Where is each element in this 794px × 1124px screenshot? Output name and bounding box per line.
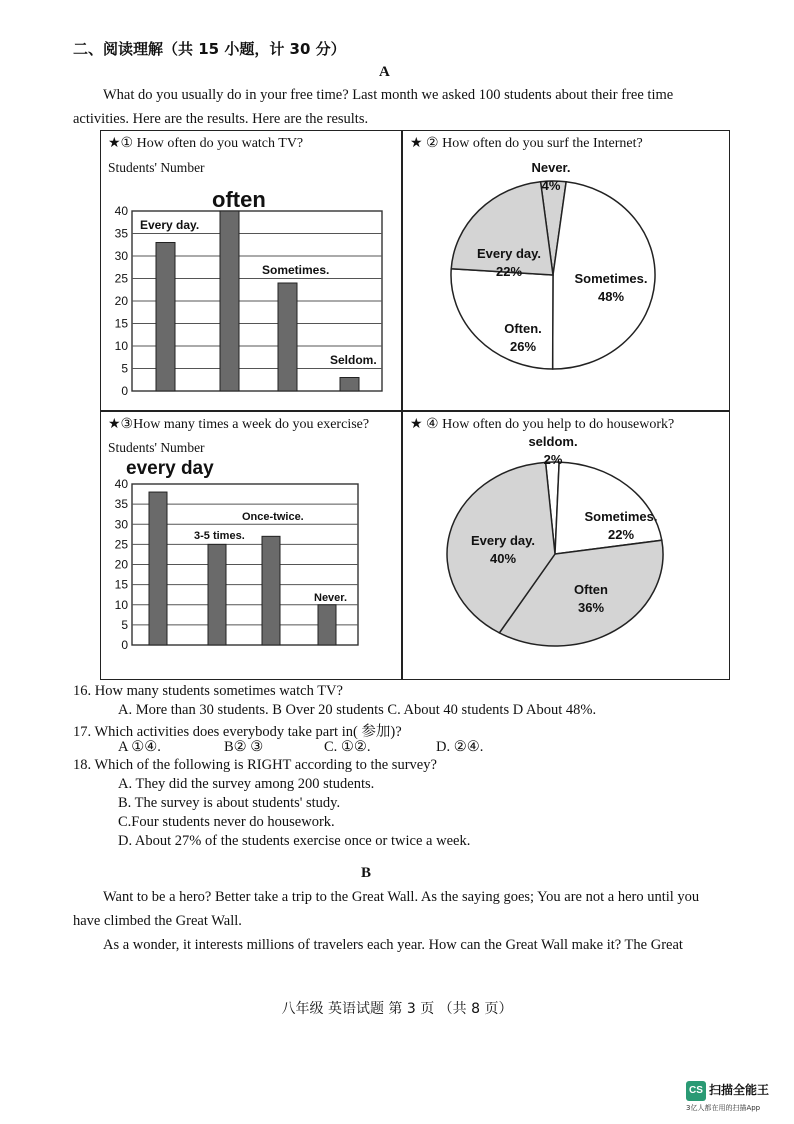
chart4-title: ★ ④ How often do you help to do housework? (410, 417, 675, 432)
chart3-y-ticks (115, 477, 129, 652)
q17-option-d: D. ②④. (436, 739, 484, 755)
q17-stem: 17. Which activities does everybody take part in( 参加)? (73, 724, 402, 740)
c1-bar-label-0: Every day. (140, 218, 200, 232)
c2-slice-2 (451, 269, 553, 369)
c1-bar-label-1: often (212, 187, 266, 212)
chart3-title: ★③How many times a week do you exercise? (108, 417, 370, 432)
c3-y-tick-label: 15 (114, 577, 128, 592)
passage-b-line3: As a wonder, it interests millions of travelers each year. How can the Great Wall make it? The Great (103, 937, 683, 953)
c4-category-label-2: Often (574, 582, 608, 597)
c3-y-tick-label: 5 (121, 617, 128, 632)
c4-percent-label-1: 22% (607, 527, 635, 542)
q18-option-d: D. About 27% of the students exercise once or twice a week. (118, 833, 471, 849)
c3-y-tick-label: 10 (114, 597, 128, 612)
c3-y-tick-label: 30 (114, 517, 128, 532)
c1-bar-label-2: Sometimes. (262, 263, 330, 277)
c1-bar-label-3: Seldom. (330, 353, 377, 367)
c4-percent-label-3: 40% (489, 551, 517, 566)
chart-grid-divider-vertical (401, 130, 403, 680)
q18-stem: 18. Which of the following is RIGHT according to the survey? (73, 757, 437, 773)
c1-y-tick-label: 25 (114, 271, 128, 286)
passage-a-letter: A (379, 64, 390, 80)
c1-bar-0 (156, 243, 175, 392)
q16-options: A. More than 30 students. B Over 20 students C. About 40 students D About 48%. (118, 702, 597, 718)
section-title: 二、阅读理解（共 15 小题，计 30 分） (73, 40, 346, 58)
c4-percent-label-2: 36% (577, 600, 605, 615)
chart2-pie-chart (405, 150, 727, 408)
chart1-ylabel: Students' Number (108, 160, 205, 175)
q18-option-c: C.Four students never do housework. (118, 814, 335, 830)
c1-bar-2 (278, 283, 297, 391)
scanner-app-tagline: 3亿人都在用的扫描App (686, 1104, 761, 1112)
c1-y-tick-label: 15 (114, 316, 128, 331)
q16-stem: 16. How many students sometimes watch TV? (73, 683, 343, 699)
passage-b-line2: have climbed the Great Wall. (73, 913, 242, 929)
passage-a-intro-line2: activities. Here are the results. Here are the results. (73, 111, 369, 127)
c2-category-label-1: Sometimes. (574, 271, 648, 286)
c3-bar-3 (318, 605, 336, 645)
c3-bar-0 (149, 492, 167, 645)
c3-bar-label-3: Never. (314, 592, 348, 604)
passage-b-letter: B (361, 865, 372, 881)
c3-y-tick-label: 0 (121, 638, 128, 652)
c3-y-tick-label: 40 (114, 477, 128, 491)
c1-y-tick-label: 0 (121, 384, 128, 398)
q17-option-b: B② ③ (224, 739, 264, 755)
c4-category-label-3: Every day. (470, 533, 536, 548)
c1-y-tick-label: 10 (114, 339, 128, 353)
chart1-bar-labels (140, 187, 377, 367)
c2-slice-3 (451, 182, 553, 275)
c1-y-tick-label: 30 (114, 249, 128, 263)
c1-bar-1 (220, 211, 239, 391)
c2-percent-label-2: 26% (509, 339, 537, 354)
c3-bar-label-2: Once-twice. (242, 511, 304, 523)
passage-a-intro-line1: What do you usually do in your free time? Last month we asked 100 students about their free time (103, 87, 674, 103)
q18-option-b: B. The survey is about students' study. (118, 795, 341, 811)
c1-y-tick-label: 5 (121, 361, 128, 376)
chart1-y-ticks (115, 204, 129, 398)
c4-category-label-1: Sometimes. (584, 509, 658, 524)
c2-category-label-0: Never. (531, 160, 571, 175)
chart1-title: ★① How often do you watch TV? (108, 136, 304, 151)
c2-percent-label-0: 4% (541, 178, 561, 193)
chart2-title: ★ ② How often do you surf the Internet? (410, 136, 643, 151)
scanner-logo (686, 1080, 769, 1101)
scanner-app-name: 扫描全能王 (709, 1083, 770, 1097)
c2-percent-label-3: 22% (495, 264, 523, 279)
q17-option-c: C. ①②. (324, 739, 371, 755)
c3-bar-label-1: 3-5 times. (194, 530, 245, 542)
q17-option-a: A ①④. (118, 739, 161, 755)
chart3-bar-chart (102, 455, 398, 675)
cs-logo-icon: CS (686, 1081, 706, 1101)
c1-y-tick-label: 40 (114, 204, 128, 218)
c2-category-label-3: Every day. (476, 246, 542, 261)
passage-b-line1: Want to be a hero? Better take a trip to the Great Wall. As the saying goes; You are not a hero until you (103, 889, 700, 905)
c3-y-tick-label: 35 (114, 497, 128, 512)
c3-bar-label-0: every day (126, 458, 214, 479)
chart3-ylabel: Students' Number (108, 440, 205, 455)
c1-y-tick-label: 20 (114, 294, 128, 308)
c4-percent-label-0: 2% (543, 452, 563, 467)
c2-category-label-2: Often. (504, 321, 542, 336)
c3-bar-1 (208, 544, 226, 645)
chart-grid-divider-horizontal (100, 410, 730, 412)
chart4-slices (447, 462, 663, 646)
c3-y-tick-label: 20 (114, 557, 128, 572)
q18-option-a: A. They did the survey among 200 students. (118, 776, 375, 792)
chart1-bar-chart (102, 180, 398, 400)
c3-bar-2 (262, 536, 280, 645)
c2-percent-label-1: 48% (597, 289, 625, 304)
c1-y-tick-label: 35 (114, 226, 128, 241)
page-footer: 八年级 英语试题 第 3 页 （共 8 页） (281, 1001, 513, 1017)
c1-bar-3 (340, 378, 359, 392)
c3-y-tick-label: 25 (114, 537, 128, 552)
chart4-pie-chart (405, 432, 727, 678)
c4-category-label-0: seldom. (528, 434, 578, 449)
